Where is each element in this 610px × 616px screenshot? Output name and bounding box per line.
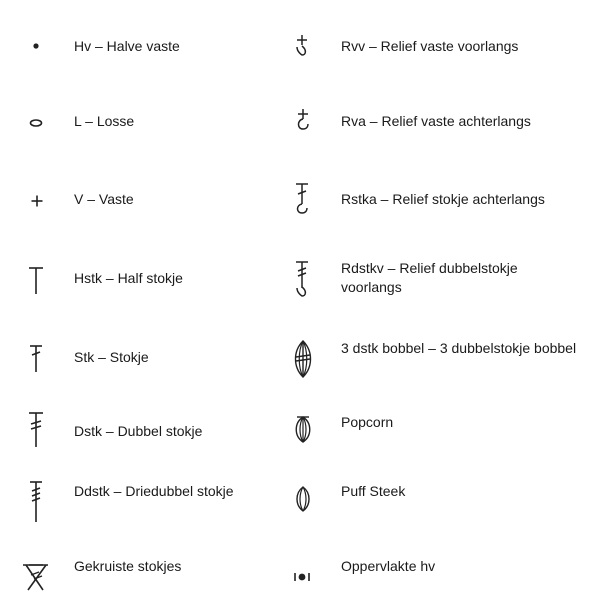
legend-label: Popcorn <box>341 414 394 430</box>
crossed-stitches-icon <box>21 562 51 592</box>
double-crochet-icon <box>28 344 44 374</box>
slip-stitch-dot-icon <box>30 40 42 52</box>
legend-label: 3 dstk bobbel – 3 dubbelstokje bobbel <box>341 340 577 356</box>
popcorn-icon <box>292 414 314 444</box>
puff-stitch-icon <box>293 485 313 513</box>
single-crochet-plus-icon <box>30 194 44 208</box>
legend-label: Gekruiste stokjes <box>74 558 182 574</box>
legend-label: Puff Steek <box>341 483 406 499</box>
legend-label: Rdstkv – Relief dubbelstokje voorlangs <box>341 260 518 295</box>
legend-label: Hstk – Half stokje <box>74 270 183 286</box>
legend-label: V – Vaste <box>74 191 134 207</box>
legend-label: L – Losse <box>74 113 135 129</box>
legend-label: Rvv – Relief vaste voorlangs <box>341 38 519 54</box>
legend-label: Rstka – Relief stokje achterlangs <box>341 191 545 207</box>
half-double-crochet-icon <box>27 266 45 296</box>
front-post-single-crochet-icon <box>293 33 311 59</box>
legend-label: Hv – Halve vaste <box>74 38 180 54</box>
front-post-treble-crochet-icon <box>293 260 311 300</box>
legend-label: Stk – Stokje <box>74 349 149 365</box>
legend-label: Ddstk – Driedubbel stokje <box>74 483 234 499</box>
legend-label: Dstk – Dubbel stokje <box>74 423 203 439</box>
surface-slip-stitch-icon <box>293 571 311 583</box>
back-post-double-crochet-icon <box>293 182 311 216</box>
double-treble-crochet-icon <box>28 480 44 524</box>
legend-label: Rva – Relief vaste achterlangs <box>341 113 531 129</box>
back-post-single-crochet-icon <box>294 107 312 133</box>
treble-crochet-icon <box>27 411 45 449</box>
bobble-3tr-icon <box>292 339 314 379</box>
chain-oval-icon <box>28 117 44 129</box>
legend-label: Oppervlakte hv <box>341 558 436 574</box>
